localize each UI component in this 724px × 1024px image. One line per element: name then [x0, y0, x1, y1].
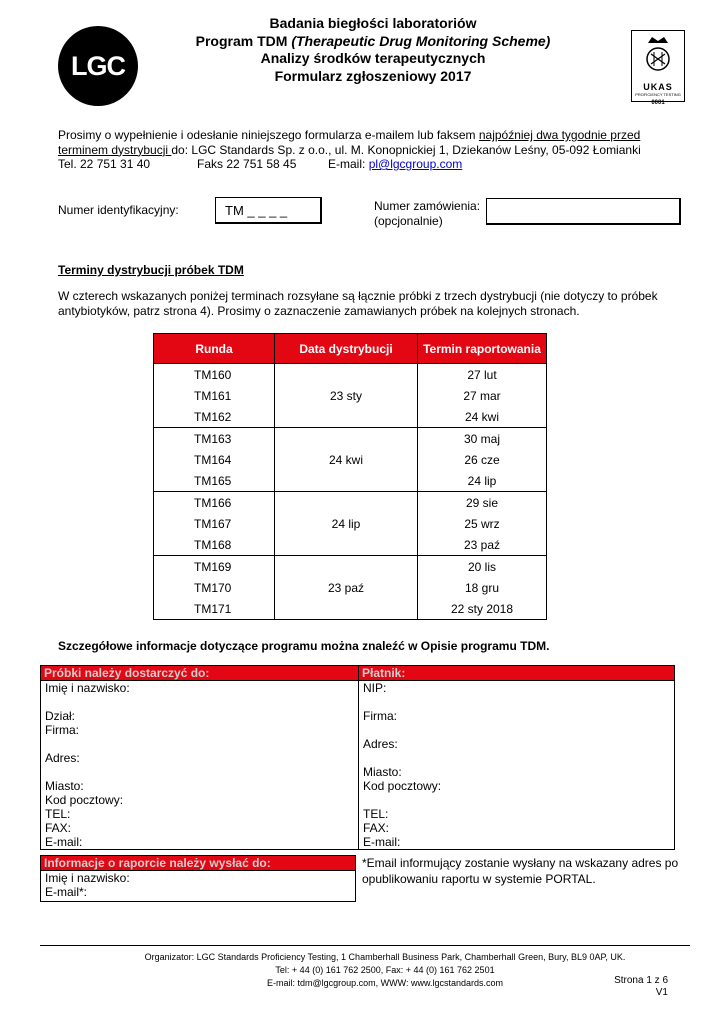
payer-header: Płatnik: — [359, 666, 674, 681]
table-row: TM170 18 gru — [154, 577, 547, 598]
table-row: TM164 26 cze — [154, 449, 547, 470]
lgc-logo: LGC — [58, 26, 138, 106]
details-note: Szczegółowe informacje dotyczące programu można znaleźć w Opisie programu TDM. — [58, 639, 550, 653]
id-label: Numer identyfikacyjny: — [58, 203, 179, 217]
report-header: Informacje o raporcie należy wysłać do: — [41, 856, 355, 871]
col-round: Runda — [154, 334, 275, 364]
table-row: TM161 27 mar — [154, 385, 547, 406]
payer-fields[interactable]: NIP: Firma: Adres: Miasto: Kod pocztowy: TEL: FAX: E-mail: — [363, 681, 442, 849]
ukas-badge: UKAS PROFICIENCY TESTING — [631, 30, 685, 102]
table-row: TM167 25 wrz — [154, 513, 547, 534]
section-title: Terminy dystrybucji próbek TDM — [58, 263, 244, 277]
table-row: TM168 23 paź — [154, 534, 547, 556]
order-label: Numer zamówienia: (opcjonalnie) — [374, 199, 481, 228]
id-field[interactable]: TM _ _ _ _ — [215, 197, 322, 224]
ukas-number: 0001 — [651, 100, 665, 106]
footer-divider — [40, 945, 690, 946]
delivery-fields[interactable]: Imię i nazwisko: Dział: Firma: Adres: Miasto: Kod pocztowy: TEL: FAX: E-mail: — [45, 681, 130, 849]
page-number: Strona 1 z 6 V1 — [614, 975, 668, 998]
table-row: TM166 24 lip 29 sie — [154, 492, 547, 514]
email-link[interactable]: pl@lgcgroup.com — [368, 157, 463, 171]
table-row: TM165 24 lip — [154, 470, 547, 492]
table-row: TM169 23 paź 20 lis — [154, 556, 547, 578]
section-paragraph: W czterech wskazanych poniżej terminach rozsyłane są łącznie próbki z trzech dystrybucji (nie dotyczy to próbek antybiotyków, patrz strona 4). Prosimy o zaznaczenie zamawianych próbek na kolejnych stronach. — [58, 289, 658, 318]
col-report-date: Termin raportowania — [418, 334, 547, 364]
table-row: TM160 23 sty 27 lut — [154, 364, 547, 386]
report-note: *Email informujący zostanie wysłany na wskazany adres po opublikowaniu raportu w systemie PORTAL. — [362, 856, 679, 886]
distribution-table — [153, 333, 547, 620]
crown-icon — [632, 31, 684, 77]
footer-text: Organizator: LGC Standards Proficiency Testing, 1 Chamberhall Business Park, Chamberhall Green, Bury, BL9 0AP, UK. Tel: + 44 (0) 161 762 2500, Fax: + 44 (0) 161 762 2501 E-mail: tdm@lgcgroup.com, WWW: www.lgcstandards.com — [144, 952, 626, 988]
report-box[interactable]: Informacje o raporcie należy wysłać do: Imię i nazwisko: E-mail*: — [40, 855, 356, 902]
table-row: TM171 22 sty 2018 — [154, 598, 547, 620]
page-title: Badania biegłości laboratoriów Program TDM (Therapeutic Drug Monitoring Scheme) Analizy środków terapeutycznych Formularz zgłoszeniowy 2017 — [195, 15, 551, 84]
delivery-payer-box — [40, 665, 675, 850]
table-row: TM162 24 kwi — [154, 406, 547, 428]
col-distribution-date: Data dystrybucji — [275, 334, 418, 364]
table-row: TM163 24 kwi 30 maj — [154, 428, 547, 450]
order-number-field[interactable] — [486, 198, 681, 225]
delivery-header: Próbki należy dostarczyć do: — [41, 666, 358, 681]
intro-text: Prosimy o wypełnienie i odesłanie niniejszego formularza e-mailem lub faksem najpóźniej dwa tygodnie przed terminem dystrybucji do: LGC Standards Sp. z o.o., ul. M. Konopnickiej 1, Dziekanów Leśny, 05-092 Łomianki Tel. 22 751 31 40 Faks 22 751 58 45 E-mail: pl@lgcgroup.com — [58, 128, 641, 171]
